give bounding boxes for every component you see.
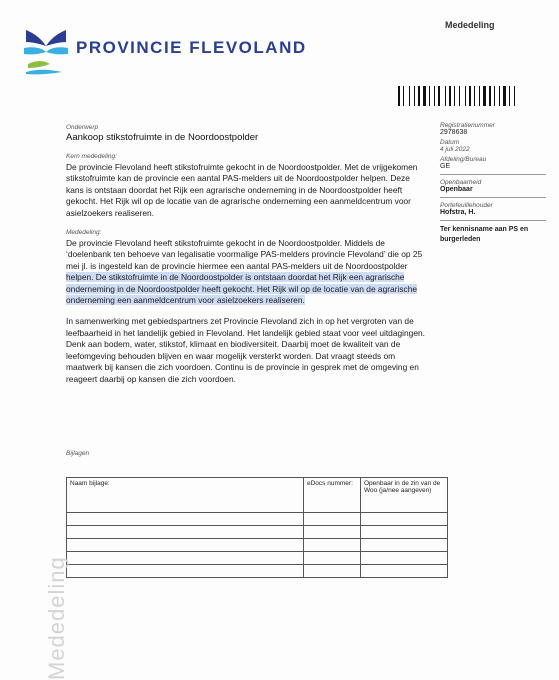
metadata-sidebar [440, 122, 546, 248]
barcode-bar [499, 86, 500, 106]
barcode-bar [441, 86, 444, 106]
barcode-bar [429, 86, 430, 106]
divider [440, 174, 546, 175]
portfolio-holder-label: Portefeuillehouder [440, 202, 493, 209]
brand-name: PROVINCIE FLEVOLAND [76, 38, 307, 57]
barcode-bar [421, 86, 422, 106]
table-row [67, 526, 448, 539]
barcode-bar [479, 86, 480, 106]
table-cell [361, 526, 448, 539]
barcode-bar [469, 86, 471, 106]
barcode-bar [509, 86, 510, 106]
notice-recipients: Ter kennisname aan PS en burgerleden [440, 226, 529, 243]
barcode-bar [456, 86, 458, 106]
barcode-bar [411, 86, 413, 106]
barcode-bar [414, 86, 415, 106]
table-cell [361, 513, 448, 526]
barcode-bar [452, 86, 453, 106]
barcode-bar [487, 86, 488, 106]
barcode-bar [418, 86, 420, 106]
barcode-bar [481, 86, 482, 106]
col-attachment-name: Naam bijlage: [67, 478, 304, 513]
barcode-bar [445, 86, 446, 106]
barcode-bar [503, 86, 506, 106]
core-message-label: Kern mededeling: [66, 153, 117, 160]
barcode-bar [472, 86, 473, 106]
table-cell [67, 526, 304, 539]
barcode-bar [494, 86, 495, 106]
barcode-bar [514, 86, 515, 106]
message-label: Mededeling: [66, 229, 102, 237]
message-text-plain: De provincie Flevoland heeft stikstofruimte gekocht in de Noordoostpolder. Middels de ‘doelenbank ten behoeve van legalisatie voormalige PAS-melders provincie Flevoland’ die op 25 mei jl. is ingesteld kan de provincie hiermee een aantal PAS-melders uit de Noordoostpolder [66, 238, 423, 271]
table-cell [304, 552, 361, 565]
barcode [398, 86, 540, 106]
barcode-bar [438, 86, 440, 106]
barcode-bar [474, 86, 475, 106]
barcode-bar [465, 86, 466, 106]
barcode-bar [516, 86, 518, 106]
table-cell [67, 565, 304, 578]
provincie-flevoland-logo-icon [22, 24, 70, 76]
publicity-value: Openbaar [440, 186, 473, 193]
barcode-bar [409, 86, 410, 106]
barcode-bar [461, 86, 464, 106]
barcode-bar [507, 86, 508, 106]
collaboration-text: In samenwerking met gebiedspartners zet Provincie Flevoland zich in op het vergroten van de leefbaarheid in het landelijk gebied in Flevoland. Het landelijk gebied staat voor veel uitdagingen. Denk aan bodem, water, stikstof, klimaat en biodiversiteit. Daarbij moet de kwaliteit van de leefomgeving behouden blijven en waar mogelijk versterkt worden. Dat vraagt steeds om maatwerk bij kansen die zich voordoen. Continu is de provincie in gesprek met de omgeving en reageert daarbij op kansen die zich voordoen. [66, 316, 425, 384]
barcode-bar [492, 86, 493, 106]
divider [440, 220, 546, 221]
table-row [67, 539, 448, 552]
core-message-text: De provincie Flevoland heeft stikstofruimte gekocht in de Noordoostpolder. Met de vrijgekomen stikstofruimte kan de provincie een aantal PAS-melders uit de Noordoostpolder helpen. Deze kans is ontstaan doordat het Rijk een agrarische onderneming in de Noordoostpolder heeft gekocht. Het Rijk wil op de locatie van de agrarische onderneming een aanmeldcentrum voor asielzoekers realiseren. [66, 162, 418, 218]
main-content [66, 124, 428, 385]
barcode-bar [436, 86, 437, 106]
barcode-bar [416, 86, 417, 106]
attachments-label: Bijlagen [66, 450, 90, 457]
table-row [67, 513, 448, 526]
table-cell [304, 565, 361, 578]
barcode-bar [398, 86, 400, 106]
registration-number-label: Registratienummer [440, 122, 495, 129]
barcode-bar [431, 86, 433, 106]
divider [440, 197, 546, 198]
table-cell [67, 552, 304, 565]
col-woo-public: Openbaar in de zin van de Woo (ja/nee aangeven) [361, 478, 448, 513]
side-watermark [14, 548, 69, 680]
watermark-text: Mededeling [44, 556, 69, 680]
barcode-bar [489, 86, 491, 106]
subject-label: Onderwerp [66, 124, 99, 131]
subject-title: Aankoop stikstofruimte in de Noordoostpolder [66, 132, 259, 143]
department-label: Afdeling/Bureau [440, 156, 487, 163]
portfolio-holder-value: Hofstra, H. [440, 209, 476, 216]
attachments-header-row [67, 478, 448, 513]
message-text [66, 238, 428, 306]
table-cell [361, 539, 448, 552]
table-cell [304, 513, 361, 526]
barcode-bar [496, 86, 498, 106]
attachments-table [66, 477, 448, 578]
table-cell [361, 552, 448, 565]
publicity-label: Openbaarheid [440, 179, 482, 186]
department-value: GE [440, 163, 451, 170]
barcode-bar [454, 86, 455, 106]
table-cell [304, 526, 361, 539]
barcode-bar [447, 86, 448, 106]
barcode-bar [459, 86, 460, 106]
date-value: 4 juli 2022 [440, 146, 470, 153]
barcode-bar [483, 86, 486, 106]
barcode-bar [405, 86, 408, 106]
barcode-bar [476, 86, 478, 106]
barcode-bar [401, 86, 402, 106]
date-label: Datum [440, 139, 460, 146]
barcode-bar [511, 86, 513, 106]
barcode-bar [434, 86, 435, 106]
barcode-bar [403, 86, 404, 106]
message-text-highlighted: helpen. De stikstofruimte in de Noordoostpolder is ontstaan doordat het Rijk een agrarische onderneming in de Noordoostpolder heeft gekocht. Het Rijk wil op de locatie van de agrarische onderneming een aanmeldcentrum voor asielzoekers realiseren. [66, 272, 418, 306]
barcode-bar [449, 86, 451, 106]
document-type: Mededeling [445, 20, 495, 30]
table-cell [361, 565, 448, 578]
registration-number: 2978638 [440, 129, 468, 136]
barcode-bar [427, 86, 428, 106]
col-edocs-number: eDocs nummer: [304, 478, 361, 513]
table-cell [67, 513, 304, 526]
table-cell [67, 539, 304, 552]
barcode-bar [501, 86, 502, 106]
table-row [67, 552, 448, 565]
table-row [67, 565, 448, 578]
table-cell [304, 539, 361, 552]
barcode-bar [467, 86, 468, 106]
barcode-bar [423, 86, 426, 106]
